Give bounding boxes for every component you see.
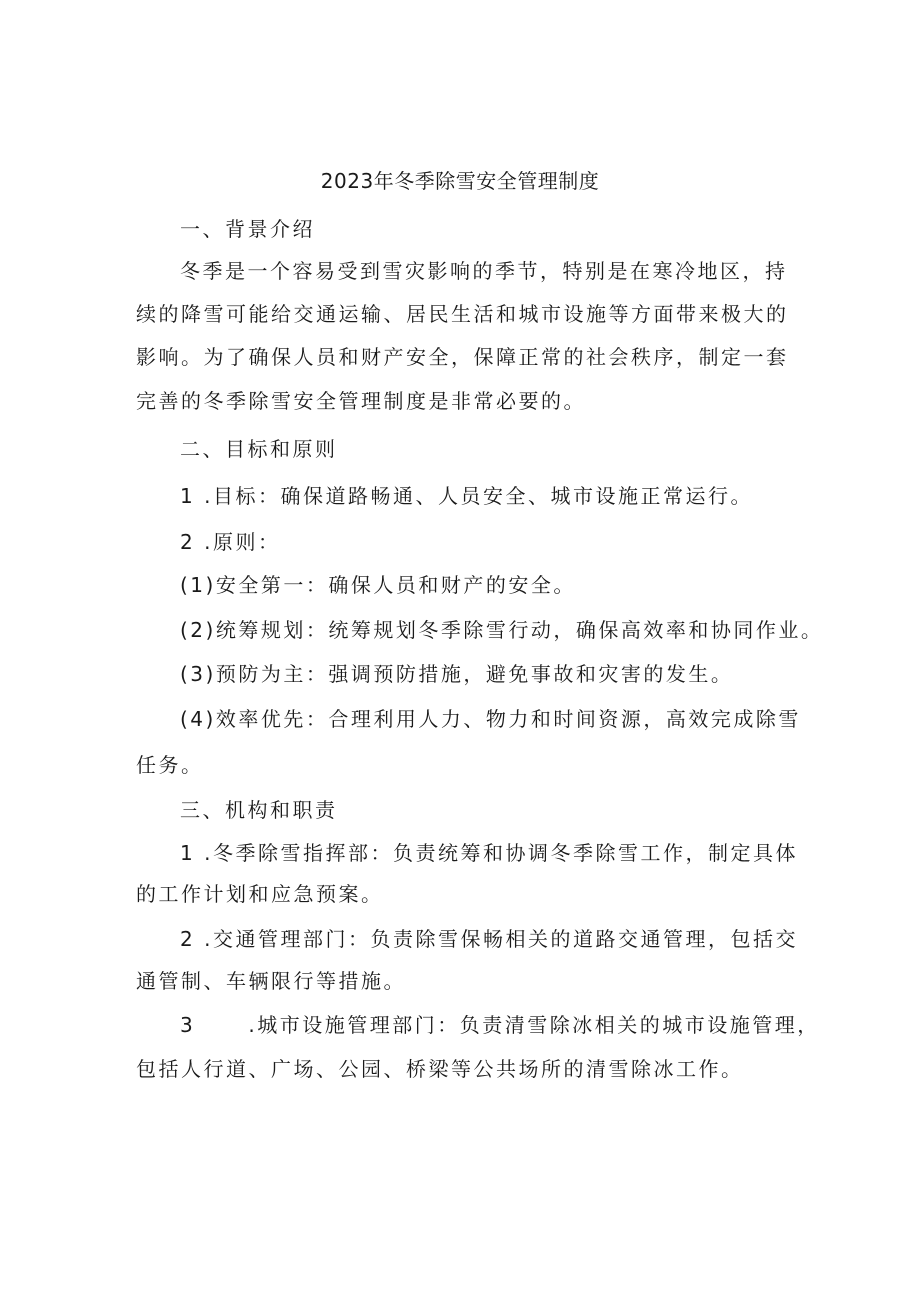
list-item: (4)效率优先：合理利用人力、物力和时间资源，高效完成除雪 bbox=[180, 707, 801, 731]
list-item: 1 .冬季除雪指挥部：负责统筹和协调冬季除雪工作，制定具体 bbox=[180, 841, 798, 865]
paragraph-line: 冬季是一个容易受到雪灾影响的季节，特别是在寒冷地区，持 bbox=[180, 259, 788, 283]
paragraph-line: 影响。为了确保人员和财产安全，保障正常的社会秩序，制定一套 bbox=[136, 345, 789, 369]
list-item: 2 .交通管理部门：负责除雪保畅相关的道路交通管理，包括交 bbox=[180, 927, 798, 951]
list-item-continuation: 通管制、车辆限行等措施。 bbox=[136, 969, 406, 993]
document-title: 2023年冬季除雪安全管理制度 bbox=[320, 169, 600, 193]
list-item-continuation: 包括人行道、广场、公园、桥梁等公共场所的清雪除冰工作。 bbox=[136, 1057, 744, 1081]
list-item: (1)安全第一：确保人员和财产的安全。 bbox=[180, 573, 576, 597]
list-item: 2 .原则： bbox=[180, 530, 281, 554]
paragraph-line: 完善的冬季除雪安全管理制度是非常必要的。 bbox=[136, 389, 586, 413]
list-item: 1 .目标：确保道路畅通、人员安全、城市设施正常运行。 bbox=[180, 484, 753, 508]
list-item-continuation: 任务。 bbox=[136, 753, 204, 777]
list-item: 3 .城市设施管理部门：负责清雪除冰相关的城市设施管理， bbox=[180, 1013, 820, 1037]
list-item-continuation: 的工作计划和应急预案。 bbox=[136, 882, 384, 906]
list-item: (3)预防为主：强调预防措施，避免事故和灾害的发生。 bbox=[180, 662, 734, 686]
paragraph-line: 续的降雪可能给交通运输、居民生活和城市设施等方面带来极大的 bbox=[136, 302, 789, 326]
section-heading-organization: 三、机构和职责 bbox=[180, 798, 338, 822]
list-item: (2)统筹规划：统筹规划冬季除雪行动，确保高效率和协同作业。 bbox=[180, 618, 824, 642]
section-heading-goals: 二、目标和原则 bbox=[180, 437, 338, 461]
section-heading-background: 一、背景介绍 bbox=[180, 217, 315, 241]
